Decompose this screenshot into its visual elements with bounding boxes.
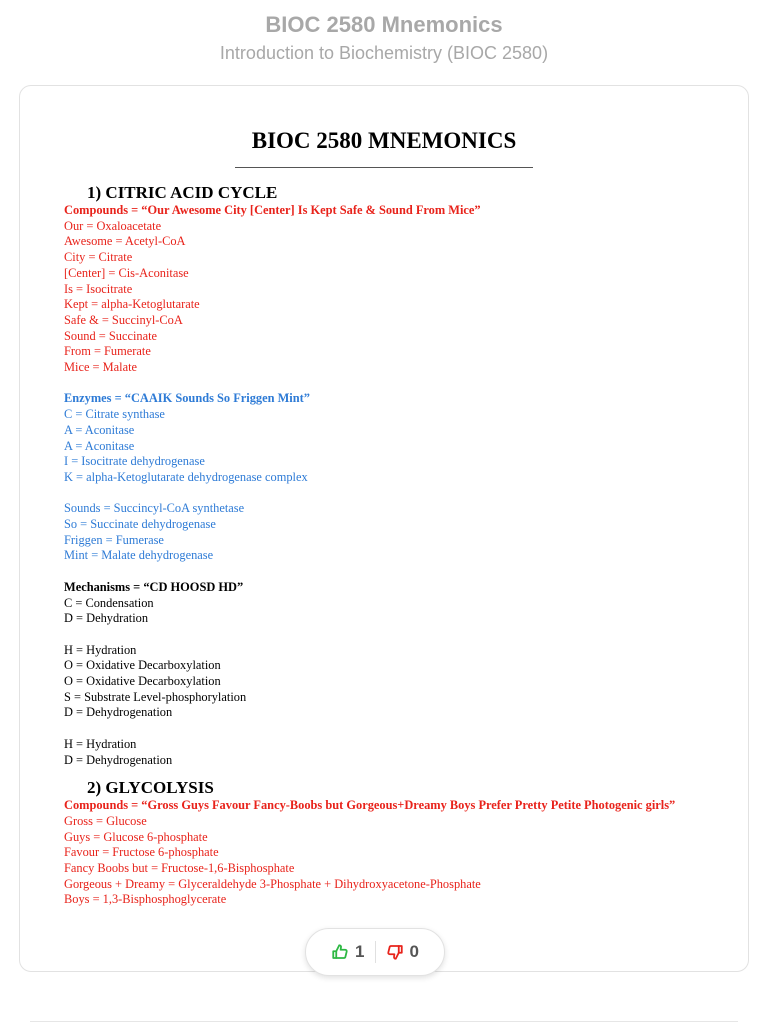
document-page	[64, 126, 704, 908]
mnemonic-line: From = Fumerate	[64, 344, 151, 359]
mnemonic-line: City = Citrate	[64, 250, 133, 265]
mnemonic-line: Gorgeous + Dreamy = Glyceraldehyde 3-Phosphate + Dihydroxyacetone-Phosphate	[64, 876, 481, 891]
document-body	[64, 183, 704, 908]
section-heading: 2) GLYCOLYSIS	[87, 778, 214, 798]
upvote-button[interactable]	[321, 942, 374, 962]
mnemonic-line: D = Dehydrogenation	[64, 752, 173, 767]
mnemonic-line: I = Isocitrate dehydrogenase	[64, 454, 205, 469]
mnemonic-line: Kept = alpha-Ketoglutarate	[64, 297, 200, 312]
mnemonic-heading: Compounds = “Gross Guys Favour Fancy-Boobs but Gorgeous+Dreamy Boys Prefer Pretty Petite Photogenic girls”	[64, 798, 676, 813]
mnemonic-line: H = Hydration	[64, 642, 137, 657]
blank-line	[64, 564, 704, 580]
mnemonic-line: Guys = Glucose 6-phosphate	[64, 829, 208, 844]
mnemonic-line: O = Oxidative Decarboxylation	[64, 658, 221, 673]
mnemonic-line: Is = Isocitrate	[64, 281, 133, 296]
mnemonic-line: K = alpha-Ketoglutarate dehydrogenase complex	[64, 469, 308, 484]
mnemonic-line: D = Dehydration	[64, 611, 149, 626]
blank-line	[64, 627, 704, 643]
mnemonic-line: Fancy Boobs but = Fructose-1,6-Bisphosphate	[64, 861, 295, 876]
document-preview	[19, 85, 749, 972]
mnemonic-line: Mice = Malate	[64, 360, 138, 375]
title-divider	[235, 167, 533, 168]
upvote-count: 1	[355, 942, 365, 961]
section-heading: 1) CITRIC ACID CYCLE	[87, 183, 278, 202]
mnemonic-line: H = Hydration	[64, 736, 137, 751]
course-link[interactable]: Introduction to Biochemistry (BIOC 2580)	[219, 43, 549, 63]
mnemonic-line: [Center] = Cis-Aconitase	[64, 265, 189, 280]
thumbs-down-icon	[386, 943, 404, 961]
mnemonic-line: O = Oxidative Decarboxylation	[64, 674, 221, 689]
mnemonic-line: Awesome = Acetyl-CoA	[64, 234, 186, 249]
mnemonic-line: C = Condensation	[64, 595, 154, 610]
thumbs-up-icon	[331, 943, 349, 961]
mnemonic-line: Mint = Malate dehydrogenase	[64, 548, 214, 563]
mnemonic-heading: Enzymes = “CAAIK Sounds So Friggen Mint”	[64, 391, 310, 406]
mnemonic-line: Boys = 1,3-Bisphosphoglycerate	[64, 892, 227, 907]
blank-line	[64, 721, 704, 737]
vote-bar	[305, 928, 445, 976]
downvote-button[interactable]	[376, 942, 429, 962]
mnemonic-line: Friggen = Fumerase	[64, 532, 164, 547]
blank-line	[64, 486, 704, 502]
document-title: BIOC 2580 MNEMONICS	[251, 128, 517, 153]
mnemonic-line: Gross = Glucose	[64, 813, 147, 828]
downvote-count: 0	[409, 942, 419, 961]
blank-line	[64, 376, 704, 392]
footer-divider	[30, 1021, 738, 1022]
mnemonic-line: A = Aconitase	[64, 422, 135, 437]
mnemonic-heading: Mechanisms = “CD HOOSD HD”	[64, 579, 244, 594]
mnemonic-line: C = Citrate synthase	[64, 407, 165, 422]
mnemonic-line: D = Dehydrogenation	[64, 705, 173, 720]
mnemonic-line: Sound = Succinate	[64, 328, 158, 343]
page-title: BIOC 2580 Mnemonics	[265, 12, 503, 37]
mnemonic-line: Sounds = Succincyl-CoA synthetase	[64, 501, 245, 516]
mnemonic-line: A = Aconitase	[64, 438, 135, 453]
mnemonic-line: Favour = Fructose 6-phosphate	[64, 845, 219, 860]
mnemonic-heading: Compounds = “Our Awesome City [Center] Is Kept Safe & Sound From Mice”	[64, 203, 481, 217]
mnemonic-line: Safe & = Succinyl-CoA	[64, 312, 183, 327]
mnemonic-line: S = Substrate Level-phosphorylation	[64, 689, 247, 704]
mnemonic-line: Our = Oxaloacetate	[64, 218, 162, 233]
mnemonic-line: So = Succinate dehydrogenase	[64, 517, 216, 532]
